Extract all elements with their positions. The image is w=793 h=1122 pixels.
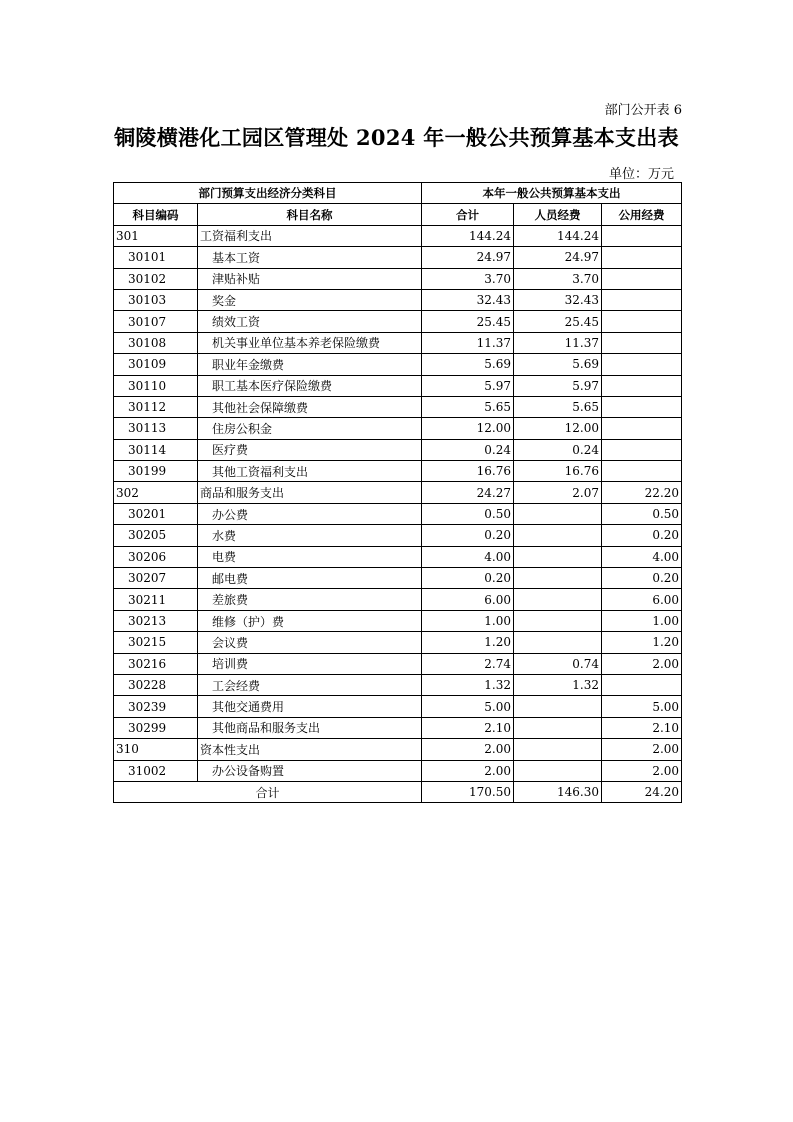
row-code: 30206 <box>114 546 198 567</box>
table-body <box>114 225 682 781</box>
row-public <box>602 311 682 332</box>
row-total: 5.00 <box>422 696 514 717</box>
row-public: 6.00 <box>602 589 682 610</box>
row-public <box>602 439 682 460</box>
row-public: 2.00 <box>602 653 682 674</box>
row-code: 30299 <box>114 717 198 738</box>
row-name: 津贴补贴 <box>198 268 422 289</box>
row-name: 其他社会保障缴费 <box>198 396 422 417</box>
row-code: 30107 <box>114 311 198 332</box>
row-personnel: 5.97 <box>514 375 602 396</box>
row-code: 30205 <box>114 525 198 546</box>
table-row <box>114 225 682 246</box>
row-public: 2.00 <box>602 739 682 760</box>
row-total: 2.10 <box>422 717 514 738</box>
table-row <box>114 247 682 268</box>
row-name: 差旅费 <box>198 589 422 610</box>
row-code: 30103 <box>114 289 198 310</box>
row-name: 其他工资福利支出 <box>198 461 422 482</box>
row-personnel: 24.97 <box>514 247 602 268</box>
table-row <box>114 354 682 375</box>
row-public <box>602 461 682 482</box>
row-personnel <box>514 696 602 717</box>
row-total: 144.24 <box>422 225 514 246</box>
table-number: 部门公开表 6 <box>604 103 682 118</box>
row-public: 0.20 <box>602 525 682 546</box>
table-row <box>114 546 682 567</box>
row-name: 工资福利支出 <box>198 225 422 246</box>
row-personnel: 16.76 <box>514 461 602 482</box>
row-name: 商品和服务支出 <box>198 482 422 503</box>
table-row <box>114 739 682 760</box>
row-personnel <box>514 503 602 524</box>
row-total: 32.43 <box>422 289 514 310</box>
row-code: 301 <box>114 225 198 246</box>
row-public <box>602 375 682 396</box>
row-personnel: 5.69 <box>514 354 602 375</box>
row-code: 30239 <box>114 696 198 717</box>
row-personnel <box>514 739 602 760</box>
row-name: 维修（护）费 <box>198 610 422 631</box>
table-row <box>114 610 682 631</box>
row-name: 机关事业单位基本养老保险缴费 <box>198 332 422 353</box>
row-code: 30110 <box>114 375 198 396</box>
table-row <box>114 332 682 353</box>
row-total: 5.69 <box>422 354 514 375</box>
row-personnel: 12.00 <box>514 418 602 439</box>
row-public <box>602 674 682 695</box>
column-header-name: 科目名称 <box>198 204 422 225</box>
row-public <box>602 225 682 246</box>
column-header-total: 合计 <box>422 204 514 225</box>
row-total: 0.20 <box>422 568 514 589</box>
total-label: 合计 <box>114 781 422 802</box>
table-row <box>114 632 682 653</box>
table-row <box>114 696 682 717</box>
row-total: 2.00 <box>422 760 514 781</box>
total-personnel: 146.30 <box>514 781 602 802</box>
table-row <box>114 311 682 332</box>
row-public: 22.20 <box>602 482 682 503</box>
row-code: 30215 <box>114 632 198 653</box>
row-code: 30102 <box>114 268 198 289</box>
table-row <box>114 289 682 310</box>
row-public <box>602 289 682 310</box>
row-personnel <box>514 717 602 738</box>
row-total: 0.50 <box>422 503 514 524</box>
row-total: 24.97 <box>422 247 514 268</box>
row-total: 2.00 <box>422 739 514 760</box>
row-personnel: 0.74 <box>514 653 602 674</box>
row-code: 30113 <box>114 418 198 439</box>
row-personnel <box>514 760 602 781</box>
budget-table <box>113 182 682 803</box>
row-name: 绩效工资 <box>198 311 422 332</box>
row-name: 其他交通费用 <box>198 696 422 717</box>
table-row <box>114 482 682 503</box>
row-name: 办公设备购置 <box>198 760 422 781</box>
row-public: 1.20 <box>602 632 682 653</box>
row-total: 24.27 <box>422 482 514 503</box>
row-name: 会议费 <box>198 632 422 653</box>
row-code: 310 <box>114 739 198 760</box>
row-code: 30101 <box>114 247 198 268</box>
row-public <box>602 396 682 417</box>
row-personnel <box>514 568 602 589</box>
total-sum: 170.50 <box>422 781 514 802</box>
row-public <box>602 268 682 289</box>
row-code: 30216 <box>114 653 198 674</box>
table-row <box>114 589 682 610</box>
row-total: 6.00 <box>422 589 514 610</box>
row-name: 邮电费 <box>198 568 422 589</box>
row-name: 基本工资 <box>198 247 422 268</box>
row-public <box>602 418 682 439</box>
row-name: 资本性支出 <box>198 739 422 760</box>
row-code: 30114 <box>114 439 198 460</box>
row-personnel: 1.32 <box>514 674 602 695</box>
table-row <box>114 503 682 524</box>
row-total: 4.00 <box>422 546 514 567</box>
row-personnel <box>514 546 602 567</box>
row-code: 30199 <box>114 461 198 482</box>
row-personnel: 0.24 <box>514 439 602 460</box>
row-total: 11.37 <box>422 332 514 353</box>
row-total: 5.65 <box>422 396 514 417</box>
row-public: 4.00 <box>602 546 682 567</box>
table-row <box>114 717 682 738</box>
row-code: 30211 <box>114 589 198 610</box>
row-personnel: 2.07 <box>514 482 602 503</box>
column-header-row <box>114 204 682 225</box>
column-header-code: 科目编码 <box>114 204 198 225</box>
total-public: 24.20 <box>602 781 682 802</box>
row-total: 2.74 <box>422 653 514 674</box>
row-name: 电费 <box>198 546 422 567</box>
row-code: 302 <box>114 482 198 503</box>
row-name: 工会经费 <box>198 674 422 695</box>
row-personnel <box>514 589 602 610</box>
table-row <box>114 268 682 289</box>
row-name: 奖金 <box>198 289 422 310</box>
row-code: 30207 <box>114 568 198 589</box>
row-personnel: 5.65 <box>514 396 602 417</box>
row-public: 1.00 <box>602 610 682 631</box>
row-name: 住房公积金 <box>198 418 422 439</box>
table-row <box>114 674 682 695</box>
row-total: 1.00 <box>422 610 514 631</box>
row-personnel: 144.24 <box>514 225 602 246</box>
group-header-classification: 部门预算支出经济分类科目 <box>114 183 422 204</box>
table-row <box>114 418 682 439</box>
table-row <box>114 439 682 460</box>
row-name: 培训费 <box>198 653 422 674</box>
row-public: 0.20 <box>602 568 682 589</box>
table-row <box>114 760 682 781</box>
column-header-personnel: 人员经费 <box>514 204 602 225</box>
row-personnel: 32.43 <box>514 289 602 310</box>
table-row <box>114 525 682 546</box>
row-public: 2.00 <box>602 760 682 781</box>
row-total: 25.45 <box>422 311 514 332</box>
row-personnel <box>514 525 602 546</box>
row-total: 0.20 <box>422 525 514 546</box>
column-header-public: 公用经费 <box>602 204 682 225</box>
total-row <box>114 781 682 802</box>
row-name: 办公费 <box>198 503 422 524</box>
table-row <box>114 396 682 417</box>
row-total: 1.20 <box>422 632 514 653</box>
row-name: 医疗费 <box>198 439 422 460</box>
table-row <box>114 568 682 589</box>
row-personnel: 25.45 <box>514 311 602 332</box>
row-code: 30228 <box>114 674 198 695</box>
table-row <box>114 375 682 396</box>
document-title: 铜陵横港化工园区管理处 2024 年一般公共预算基本支出表 <box>114 125 679 150</box>
unit-label: 单位：万元 <box>608 167 674 182</box>
row-total: 0.24 <box>422 439 514 460</box>
group-header-basic-expenditure: 本年一般公共预算基本支出 <box>422 183 682 204</box>
row-code: 30213 <box>114 610 198 631</box>
row-public: 0.50 <box>602 503 682 524</box>
row-name: 其他商品和服务支出 <box>198 717 422 738</box>
row-total: 12.00 <box>422 418 514 439</box>
row-name: 职工基本医疗保险缴费 <box>198 375 422 396</box>
row-code: 30201 <box>114 503 198 524</box>
row-public <box>602 332 682 353</box>
row-total: 16.76 <box>422 461 514 482</box>
row-public <box>602 354 682 375</box>
row-personnel <box>514 632 602 653</box>
row-total: 3.70 <box>422 268 514 289</box>
row-name: 水费 <box>198 525 422 546</box>
row-code: 30109 <box>114 354 198 375</box>
row-code: 31002 <box>114 760 198 781</box>
group-header-row <box>114 183 682 204</box>
row-total: 1.32 <box>422 674 514 695</box>
table-row <box>114 461 682 482</box>
row-public: 5.00 <box>602 696 682 717</box>
table-row <box>114 653 682 674</box>
row-total: 5.97 <box>422 375 514 396</box>
row-code: 30108 <box>114 332 198 353</box>
row-personnel: 11.37 <box>514 332 602 353</box>
row-personnel: 3.70 <box>514 268 602 289</box>
row-public: 2.10 <box>602 717 682 738</box>
row-name: 职业年金缴费 <box>198 354 422 375</box>
row-code: 30112 <box>114 396 198 417</box>
row-public <box>602 247 682 268</box>
row-personnel <box>514 610 602 631</box>
